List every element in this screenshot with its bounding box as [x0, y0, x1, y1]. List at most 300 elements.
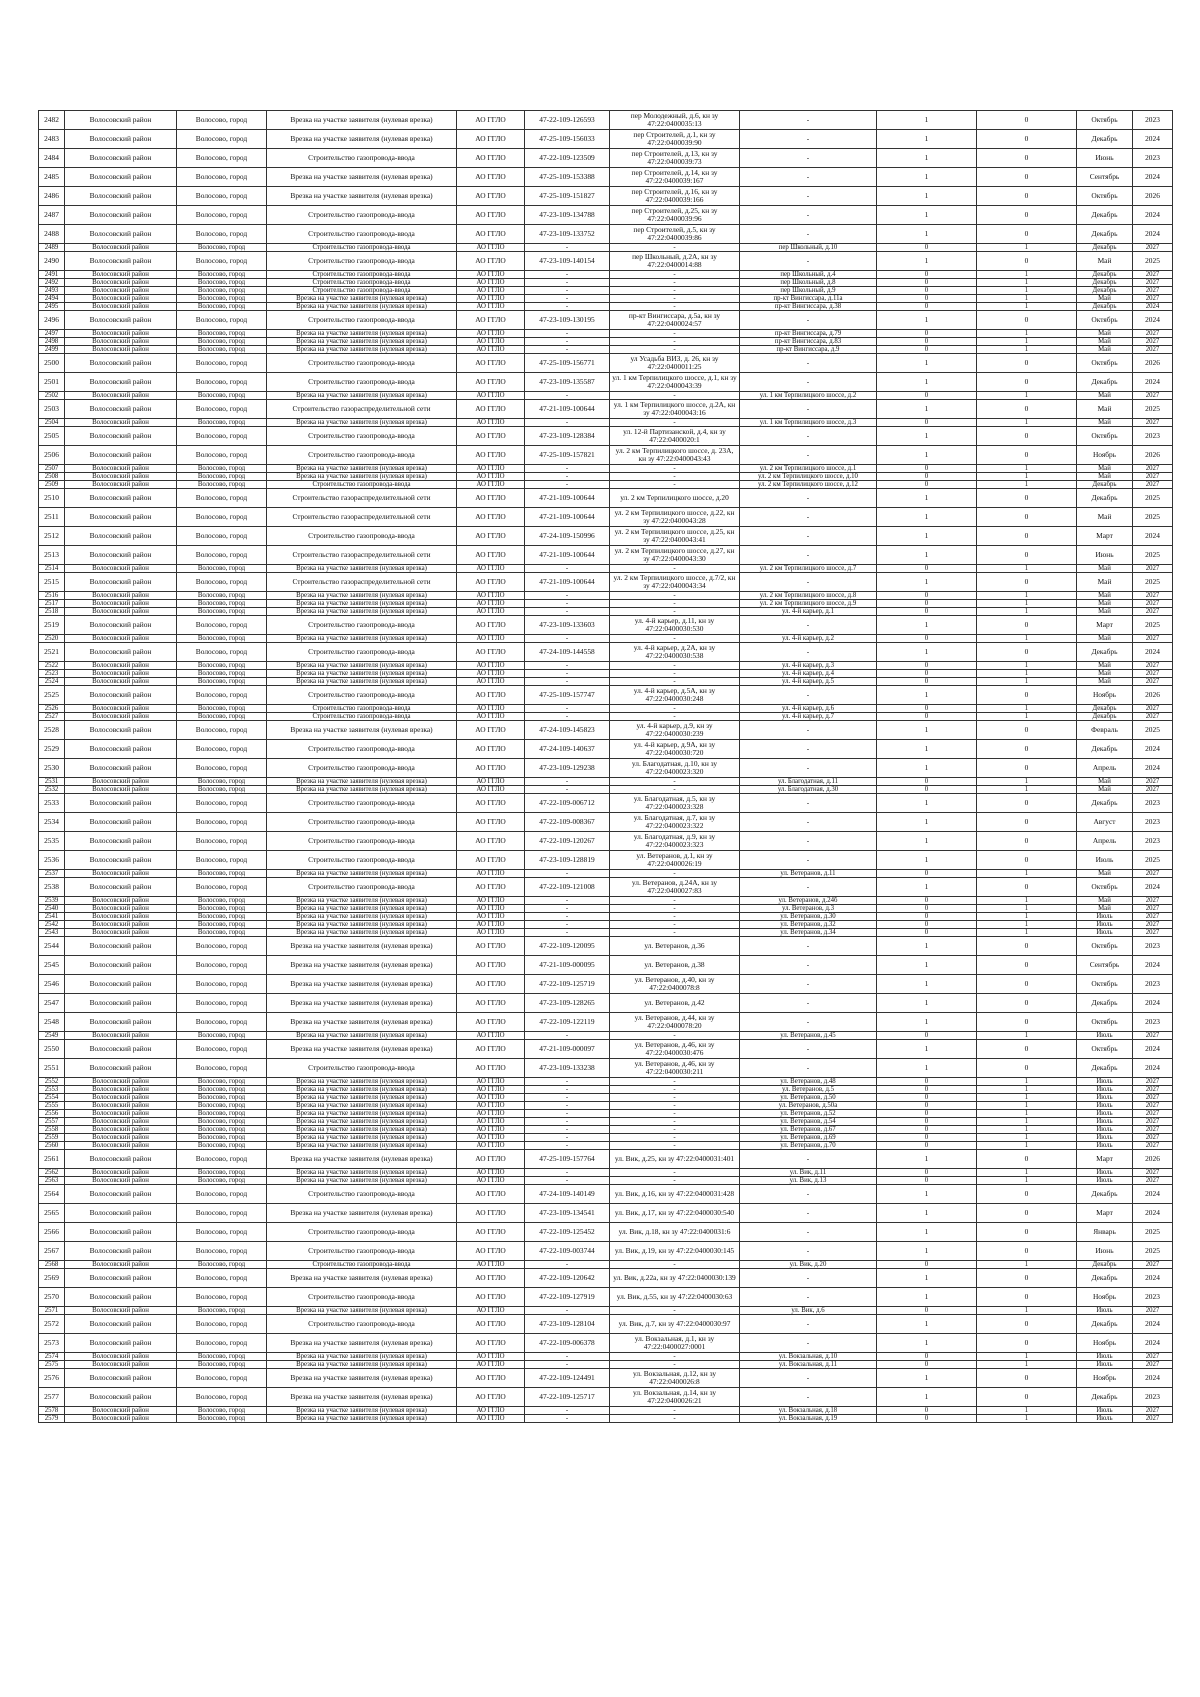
cell-year: 2023 [1133, 427, 1173, 446]
cell-count-contract: 0 [877, 778, 977, 786]
table-row [39, 1185, 1173, 1204]
cell-address-cadastral: ул. Вик, д.55, кн зу 47:22:0400030:63 [610, 1288, 740, 1307]
cell-application-number: - [525, 1361, 610, 1369]
cell-organization: АО ГГЛО [457, 330, 525, 338]
cell-address-planned: ул. Ветеранов, д.3 [740, 905, 877, 913]
cell-month: Июнь [1077, 149, 1133, 168]
cell-district: Волосовский район [65, 705, 177, 713]
cell-row-number: 2559 [39, 1134, 65, 1142]
cell-year: 2026 [1133, 354, 1173, 373]
cell-month: Июль [1077, 1169, 1133, 1177]
cell-count-contract: 1 [877, 546, 977, 565]
cell-work-type: Строительство газопровода-ввода [267, 481, 457, 489]
cell-organization: АО ГГЛО [457, 1094, 525, 1102]
cell-application-number: - [525, 608, 610, 616]
cell-month: Июль [1077, 1110, 1133, 1118]
table-row [39, 473, 1173, 481]
cell-work-type: Врезка на участке заявителя (нулевая врезка) [267, 473, 457, 481]
cell-settlement: Волосово, город [177, 565, 267, 573]
cell-address-planned: пер Школьный, д.9 [740, 287, 877, 295]
cell-district: Волосовский район [65, 287, 177, 295]
cell-settlement: Волосово, город [177, 608, 267, 616]
cell-count-planned: 0 [977, 206, 1077, 225]
cell-organization: АО ГГЛО [457, 1361, 525, 1369]
table-row [39, 1288, 1173, 1307]
cell-count-planned: 1 [977, 330, 1077, 338]
cell-district: Волосовский район [65, 206, 177, 225]
cell-row-number: 2523 [39, 670, 65, 678]
table-row [39, 956, 1173, 975]
cell-work-type: Врезка на участке заявителя (нулевая врезка) [267, 1078, 457, 1086]
cell-row-number: 2540 [39, 905, 65, 913]
cell-application-number: - [525, 1169, 610, 1177]
cell-settlement: Волосово, город [177, 851, 267, 870]
cell-count-planned: 1 [977, 1177, 1077, 1185]
cell-address-planned: ул. Благодатная, д.30 [740, 786, 877, 794]
cell-year: 2027 [1133, 662, 1173, 670]
cell-row-number: 2516 [39, 592, 65, 600]
cell-row-number: 2532 [39, 786, 65, 794]
cell-month: Октябрь [1077, 187, 1133, 206]
cell-row-number: 2524 [39, 678, 65, 686]
cell-address-cadastral: - [610, 705, 740, 713]
cell-address-cadastral: пер Строителей, д.1, кн зу 47:22:0400039:90 [610, 130, 740, 149]
cell-settlement: Волосово, город [177, 446, 267, 465]
cell-month: Июль [1077, 1126, 1133, 1134]
cell-count-planned: 0 [977, 1369, 1077, 1388]
cell-month: Декабрь [1077, 373, 1133, 392]
table-row [39, 832, 1173, 851]
cell-address-planned: - [740, 1223, 877, 1242]
cell-month: Май [1077, 565, 1133, 573]
cell-count-contract: 1 [877, 1288, 977, 1307]
cell-year: 2027 [1133, 481, 1173, 489]
cell-organization: АО ГГЛО [457, 271, 525, 279]
cell-month: Март [1077, 616, 1133, 635]
cell-year: 2023 [1133, 111, 1173, 130]
cell-count-contract: 0 [877, 1169, 977, 1177]
cell-settlement: Волосово, город [177, 1307, 267, 1315]
cell-address-planned: - [740, 546, 877, 565]
cell-year: 2027 [1133, 244, 1173, 252]
cell-organization: АО ГГЛО [457, 878, 525, 897]
cell-settlement: Волосово, город [177, 130, 267, 149]
table-row [39, 1078, 1173, 1086]
cell-organization: АО ГГЛО [457, 346, 525, 354]
cell-organization: АО ГГЛО [457, 994, 525, 1013]
table-row [39, 721, 1173, 740]
cell-application-number: - [525, 1086, 610, 1094]
table-row [39, 508, 1173, 527]
cell-row-number: 2537 [39, 870, 65, 878]
cell-year: 2025 [1133, 1223, 1173, 1242]
cell-year: 2024 [1133, 878, 1173, 897]
cell-district: Волосовский район [65, 1040, 177, 1059]
cell-count-contract: 0 [877, 338, 977, 346]
cell-work-type: Врезка на участке заявителя (нулевая врезка) [267, 1353, 457, 1361]
table-row [39, 303, 1173, 311]
cell-work-type: Строительство газопровода-ввода [267, 252, 457, 271]
cell-count-contract: 0 [877, 1261, 977, 1269]
cell-address-cadastral: - [610, 662, 740, 670]
cell-address-planned: - [740, 206, 877, 225]
cell-count-planned: 0 [977, 975, 1077, 994]
cell-organization: АО ГГЛО [457, 929, 525, 937]
table-row [39, 1086, 1173, 1094]
cell-work-type: Врезка на участке заявителя (нулевая врезка) [267, 346, 457, 354]
cell-count-planned: 1 [977, 1307, 1077, 1315]
cell-month: Декабрь [1077, 489, 1133, 508]
table-row [39, 1407, 1173, 1415]
table-row [39, 187, 1173, 206]
cell-work-type: Врезка на участке заявителя (нулевая врезка) [267, 870, 457, 878]
cell-work-type: Врезка на участке заявителя (нулевая врезка) [267, 303, 457, 311]
cell-count-planned: 0 [977, 616, 1077, 635]
cell-settlement: Волосово, город [177, 870, 267, 878]
cell-count-planned: 0 [977, 1059, 1077, 1078]
cell-settlement: Волосово, город [177, 1361, 267, 1369]
cell-application-number: 47-23-109-128265 [525, 994, 610, 1013]
cell-month: Декабрь [1077, 1315, 1133, 1334]
table-row [39, 1094, 1173, 1102]
cell-address-planned: - [740, 616, 877, 635]
cell-settlement: Волосово, город [177, 508, 267, 527]
cell-address-planned: ул. Вик, д.6 [740, 1307, 877, 1315]
cell-settlement: Волосово, город [177, 1110, 267, 1118]
cell-address-planned: - [740, 400, 877, 419]
cell-settlement: Волосово, город [177, 786, 267, 794]
cell-count-contract: 1 [877, 1315, 977, 1334]
cell-address-cadastral: ул. Ветеранов, д.36 [610, 937, 740, 956]
cell-work-type: Врезка на участке заявителя (нулевая врезка) [267, 465, 457, 473]
cell-application-number: 47-22-109-125717 [525, 1388, 610, 1407]
cell-application-number: 47-21-109-100644 [525, 573, 610, 592]
cell-count-contract: 1 [877, 446, 977, 465]
cell-year: 2027 [1133, 295, 1173, 303]
cell-application-number: - [525, 473, 610, 481]
cell-application-number: - [525, 392, 610, 400]
cell-address-planned: ул. Ветеранов, д.54 [740, 1118, 877, 1126]
cell-work-type: Врезка на участке заявителя (нулевая врезка) [267, 187, 457, 206]
cell-row-number: 2521 [39, 643, 65, 662]
cell-year: 2023 [1133, 832, 1173, 851]
table-row [39, 295, 1173, 303]
cell-settlement: Волосово, город [177, 1288, 267, 1307]
cell-organization: АО ГГЛО [457, 130, 525, 149]
cell-year: 2024 [1133, 643, 1173, 662]
cell-row-number: 2543 [39, 929, 65, 937]
cell-settlement: Волосово, город [177, 813, 267, 832]
cell-district: Волосовский район [65, 600, 177, 608]
document-page [38, 110, 1172, 1423]
cell-application-number: - [525, 1261, 610, 1269]
cell-year: 2027 [1133, 338, 1173, 346]
cell-settlement: Волосово, город [177, 303, 267, 311]
cell-row-number: 2487 [39, 206, 65, 225]
cell-work-type: Врезка на участке заявителя (нулевая врезка) [267, 1013, 457, 1032]
cell-year: 2024 [1133, 759, 1173, 778]
cell-month: Май [1077, 870, 1133, 878]
cell-district: Волосовский район [65, 1315, 177, 1334]
cell-year: 2024 [1133, 1185, 1173, 1204]
cell-settlement: Волосово, город [177, 527, 267, 546]
cell-settlement: Волосово, город [177, 678, 267, 686]
cell-address-planned: пер Школьный, д.10 [740, 244, 877, 252]
cell-month: Май [1077, 400, 1133, 419]
cell-month: Март [1077, 1150, 1133, 1169]
cell-district: Волосовский район [65, 1078, 177, 1086]
cell-row-number: 2564 [39, 1185, 65, 1204]
cell-organization: АО ГГЛО [457, 225, 525, 244]
cell-count-planned: 0 [977, 740, 1077, 759]
cell-district: Волосовский район [65, 937, 177, 956]
cell-address-cadastral: ул. Ветеранов, д.42 [610, 994, 740, 1013]
cell-work-type: Строительство газопровода-ввода [267, 851, 457, 870]
cell-settlement: Волосово, город [177, 149, 267, 168]
cell-application-number: - [525, 870, 610, 878]
cell-address-cadastral: - [610, 1118, 740, 1126]
cell-work-type: Строительство газопровода-ввода [267, 1315, 457, 1334]
cell-count-contract: 0 [877, 1134, 977, 1142]
cell-count-planned: 1 [977, 921, 1077, 929]
cell-row-number: 2572 [39, 1315, 65, 1334]
table-row [39, 279, 1173, 287]
table-row [39, 400, 1173, 419]
cell-address-planned: - [740, 686, 877, 705]
cell-count-contract: 1 [877, 373, 977, 392]
cell-application-number: 47-22-109-127919 [525, 1288, 610, 1307]
cell-work-type: Строительство газопровода-ввода [267, 373, 457, 392]
cell-count-contract: 1 [877, 813, 977, 832]
cell-year: 2025 [1133, 616, 1173, 635]
cell-settlement: Волосово, город [177, 546, 267, 565]
table-row [39, 271, 1173, 279]
cell-settlement: Волосово, город [177, 921, 267, 929]
cell-district: Волосовский район [65, 1086, 177, 1094]
cell-count-planned: 1 [977, 1353, 1077, 1361]
cell-month: Май [1077, 905, 1133, 913]
cell-count-contract: 1 [877, 149, 977, 168]
cell-count-contract: 0 [877, 279, 977, 287]
cell-address-cadastral: ул. Вокзальная, д.1, кн зу 47:22:0400027:0001 [610, 1334, 740, 1353]
cell-row-number: 2536 [39, 851, 65, 870]
cell-row-number: 2492 [39, 279, 65, 287]
cell-year: 2023 [1133, 149, 1173, 168]
cell-settlement: Волосово, город [177, 670, 267, 678]
cell-count-planned: 0 [977, 1204, 1077, 1223]
table-row [39, 373, 1173, 392]
cell-district: Волосовский район [65, 1242, 177, 1261]
cell-work-type: Врезка на участке заявителя (нулевая врезка) [267, 130, 457, 149]
cell-count-contract: 0 [877, 786, 977, 794]
table-row [39, 905, 1173, 913]
cell-address-cadastral: - [610, 1353, 740, 1361]
cell-settlement: Волосово, город [177, 1094, 267, 1102]
cell-organization: АО ГГЛО [457, 851, 525, 870]
cell-settlement: Волосово, город [177, 573, 267, 592]
table-row [39, 662, 1173, 670]
cell-settlement: Волосово, город [177, 1118, 267, 1126]
cell-address-planned: - [740, 187, 877, 206]
cell-count-planned: 1 [977, 392, 1077, 400]
cell-work-type: Строительство газопровода-ввода [267, 279, 457, 287]
cell-settlement: Волосово, город [177, 354, 267, 373]
cell-application-number: - [525, 338, 610, 346]
cell-count-planned: 1 [977, 913, 1077, 921]
cell-organization: АО ГГЛО [457, 937, 525, 956]
cell-work-type: Строительство газопровода-ввода [267, 705, 457, 713]
table-row [39, 975, 1173, 994]
cell-count-planned: 1 [977, 870, 1077, 878]
cell-settlement: Волосово, город [177, 956, 267, 975]
cell-address-planned: - [740, 489, 877, 508]
cell-count-contract: 0 [877, 1142, 977, 1150]
cell-application-number: - [525, 592, 610, 600]
gasification-plan-table [38, 110, 1173, 1423]
cell-application-number: - [525, 1126, 610, 1134]
cell-settlement: Волосово, город [177, 592, 267, 600]
cell-work-type: Строительство газопровода-ввода [267, 1288, 457, 1307]
table-row [39, 465, 1173, 473]
cell-application-number: - [525, 271, 610, 279]
cell-application-number: 47-25-109-151827 [525, 187, 610, 206]
cell-address-cadastral: - [610, 1407, 740, 1415]
cell-count-planned: 1 [977, 1261, 1077, 1269]
cell-count-planned: 1 [977, 1094, 1077, 1102]
cell-work-type: Строительство газопровода-ввода [267, 686, 457, 705]
cell-district: Волосовский район [65, 994, 177, 1013]
cell-count-planned: 0 [977, 354, 1077, 373]
cell-year: 2023 [1133, 975, 1173, 994]
table-row [39, 481, 1173, 489]
cell-row-number: 2550 [39, 1040, 65, 1059]
table-row [39, 1315, 1173, 1334]
cell-address-cadastral: ул. 4-й карьер, д.11, кн зу 47:22:0400030:530 [610, 616, 740, 635]
cell-address-planned: ул. 4-й карьер, д.4 [740, 670, 877, 678]
cell-year: 2027 [1133, 608, 1173, 616]
cell-district: Волосовский район [65, 1369, 177, 1388]
table-row [39, 1134, 1173, 1142]
cell-year: 2027 [1133, 1110, 1173, 1118]
cell-application-number: 47-24-109-140637 [525, 740, 610, 759]
table-row [39, 1102, 1173, 1110]
cell-address-cadastral: ул. 2 км Терпилицкого шоссе, д.22, кн зу 47:22:0400043:28 [610, 508, 740, 527]
cell-address-cadastral: - [610, 1177, 740, 1185]
cell-month: Июль [1077, 1102, 1133, 1110]
cell-row-number: 2491 [39, 271, 65, 279]
cell-count-contract: 1 [877, 311, 977, 330]
cell-settlement: Волосово, город [177, 346, 267, 354]
cell-month: Июль [1077, 1134, 1133, 1142]
cell-application-number: 47-23-109-128384 [525, 427, 610, 446]
cell-address-planned: - [740, 643, 877, 662]
cell-application-number: 47-22-109-125452 [525, 1223, 610, 1242]
cell-row-number: 2551 [39, 1059, 65, 1078]
cell-address-planned: пер Школьный, д.8 [740, 279, 877, 287]
cell-month: Май [1077, 778, 1133, 786]
cell-work-type: Строительство газораспределительной сети [267, 508, 457, 527]
cell-month: Июль [1077, 1415, 1133, 1423]
cell-address-planned: - [740, 168, 877, 187]
cell-year: 2024 [1133, 130, 1173, 149]
cell-address-planned: - [740, 956, 877, 975]
cell-month: Май [1077, 897, 1133, 905]
table-row [39, 338, 1173, 346]
cell-count-contract: 1 [877, 573, 977, 592]
cell-count-contract: 1 [877, 1242, 977, 1261]
cell-month: Декабрь [1077, 740, 1133, 759]
cell-organization: АО ГГЛО [457, 303, 525, 311]
cell-address-cadastral: - [610, 481, 740, 489]
cell-count-contract: 0 [877, 1177, 977, 1185]
cell-year: 2024 [1133, 956, 1173, 975]
cell-row-number: 2527 [39, 713, 65, 721]
cell-row-number: 2578 [39, 1407, 65, 1415]
cell-count-planned: 0 [977, 1040, 1077, 1059]
cell-month: Декабрь [1077, 643, 1133, 662]
cell-month: Март [1077, 527, 1133, 546]
cell-settlement: Волосово, город [177, 600, 267, 608]
cell-count-planned: 1 [977, 338, 1077, 346]
cell-address-cadastral: - [610, 635, 740, 643]
cell-count-planned: 0 [977, 508, 1077, 527]
cell-count-contract: 0 [877, 346, 977, 354]
table-row [39, 1142, 1173, 1150]
cell-year: 2027 [1133, 905, 1173, 913]
table-row [39, 1059, 1173, 1078]
cell-count-planned: 1 [977, 897, 1077, 905]
cell-district: Волосовский район [65, 1013, 177, 1032]
cell-count-contract: 1 [877, 975, 977, 994]
cell-year: 2027 [1133, 1102, 1173, 1110]
cell-count-contract: 0 [877, 392, 977, 400]
cell-address-cadastral: ул. Ветеранов, д.1, кн зу 47:22:0400026:19 [610, 851, 740, 870]
cell-month: Июль [1077, 1353, 1133, 1361]
cell-address-planned: - [740, 851, 877, 870]
cell-month: Май [1077, 678, 1133, 686]
cell-application-number: - [525, 786, 610, 794]
cell-year: 2027 [1133, 592, 1173, 600]
cell-organization: АО ГГЛО [457, 1126, 525, 1134]
cell-settlement: Волосово, город [177, 1185, 267, 1204]
table-row [39, 1242, 1173, 1261]
cell-month: Октябрь [1077, 1013, 1133, 1032]
cell-count-planned: 0 [977, 546, 1077, 565]
cell-row-number: 2531 [39, 778, 65, 786]
cell-count-contract: 1 [877, 759, 977, 778]
cell-address-planned: - [740, 111, 877, 130]
cell-address-planned: ул. 2 км Терпилицкого шоссе, д.12 [740, 481, 877, 489]
table-row [39, 616, 1173, 635]
cell-address-planned: ул. Ветеранов, д.11 [740, 870, 877, 878]
cell-settlement: Волосово, город [177, 937, 267, 956]
cell-count-contract: 1 [877, 111, 977, 130]
cell-work-type: Строительство газопровода-ввода [267, 1059, 457, 1078]
cell-address-planned: - [740, 794, 877, 813]
cell-address-planned: ул. 2 км Терпилицкого шоссе, д.1 [740, 465, 877, 473]
cell-month: Июнь [1077, 546, 1133, 565]
table-row [39, 1369, 1173, 1388]
cell-row-number: 2504 [39, 419, 65, 427]
cell-application-number: - [525, 670, 610, 678]
cell-count-planned: 0 [977, 794, 1077, 813]
cell-organization: АО ГГЛО [457, 616, 525, 635]
cell-count-planned: 0 [977, 1185, 1077, 1204]
cell-count-contract: 1 [877, 427, 977, 446]
table-row [39, 870, 1173, 878]
cell-settlement: Волосово, город [177, 686, 267, 705]
cell-address-cadastral: ул. 4-й карьер, д.9, кн зу 47:22:0400030:239 [610, 721, 740, 740]
